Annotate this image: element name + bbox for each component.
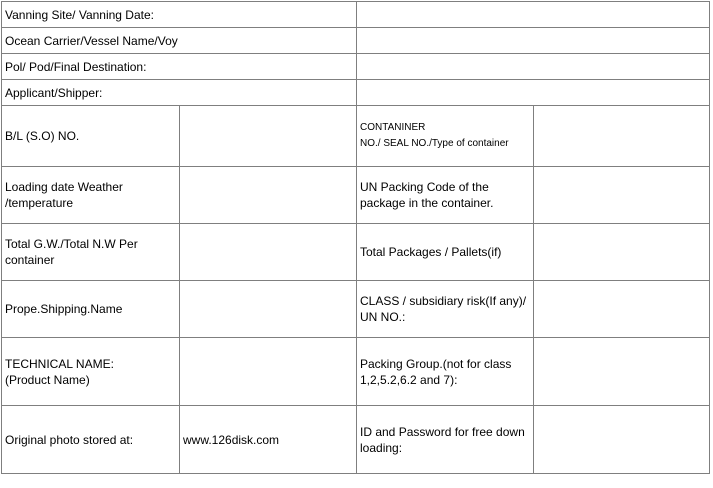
row-vanning-site [2,2,710,28]
row-bl-container [2,106,710,167]
total-weight-field[interactable] [180,224,357,281]
pol-pod-label: Pol/ Pod/Final Destination: [2,54,357,80]
container-label-line2: NO./ SEAL NO./Type of container [360,138,509,149]
vanning-site-label: Vanning Site/ Vanning Date: [2,2,357,28]
pol-pod-field[interactable] [357,54,710,80]
row-loading-date [2,167,710,224]
un-packing-label-line2: package in the container. [360,196,494,210]
bl-number-label: B/L (S.O) NO. [2,106,180,167]
loading-date-field[interactable] [180,167,357,224]
total-weight-label-line2: container [5,253,55,267]
total-packages-field[interactable] [534,224,710,281]
total-weight-label [2,224,180,281]
class-risk-field[interactable] [534,281,710,338]
shipping-name-label: Prope.Shipping.Name [2,281,180,338]
row-technical-name [2,338,710,406]
packing-group-label [357,338,534,406]
applicant-label: Applicant/Shipper: [2,80,357,106]
technical-name-label [2,338,180,406]
technical-name-field[interactable] [180,338,357,406]
loading-date-label-line2: /temperature [5,196,74,210]
container-seal-label [357,106,534,167]
un-packing-code-field[interactable] [534,167,710,224]
packing-group-label-line1: Packing Group.(not for class [360,356,512,371]
un-packing-label-line1: UN Packing Code of the [360,180,489,194]
id-password-label [357,406,534,474]
loading-date-label [2,167,180,224]
technical-name-label-line1: TECHNICAL NAME: [5,356,114,371]
applicant-field[interactable] [357,80,710,106]
class-risk-label-line2: UN NO.: [360,310,406,324]
un-packing-code-label [357,167,534,224]
bl-number-field[interactable] [180,106,357,167]
ocean-carrier-field[interactable] [357,28,710,54]
row-pol-pod [2,54,710,80]
packing-group-field[interactable] [534,338,710,406]
row-applicant [2,80,710,106]
row-original-photo [2,406,710,474]
id-password-field[interactable] [534,406,710,474]
packing-group-label-line2: 1,2,5.2,6.2 and 7): [360,372,458,387]
total-weight-label-line1: Total G.W./Total N.W Per [5,237,138,251]
original-photo-field[interactable]: www.126disk.com [180,406,357,474]
row-ocean-carrier [2,28,710,54]
row-total-weight [2,224,710,281]
ocean-carrier-label: Ocean Carrier/Vessel Name/Voy [2,28,357,54]
class-risk-label [357,281,534,338]
shipping-name-field[interactable] [180,281,357,338]
container-seal-field[interactable] [534,106,710,167]
row-shipping-name [2,281,710,338]
total-packages-label: Total Packages / Pallets(if) [357,224,534,281]
id-password-label-line2: loading: [360,440,403,455]
container-label-line1: CONTANINER [360,122,426,133]
original-photo-label: Original photo stored at: [2,406,180,474]
loading-date-label-line1: Loading date Weather [5,180,123,194]
vanning-site-field[interactable] [357,2,710,28]
class-risk-label-line1: CLASS / subsidiary risk(If any)/ [360,294,527,308]
technical-name-label-line2: (Product Name) [5,372,90,387]
vanning-form-table [1,1,710,474]
id-password-label-line1: ID and Password for free down [360,424,525,439]
